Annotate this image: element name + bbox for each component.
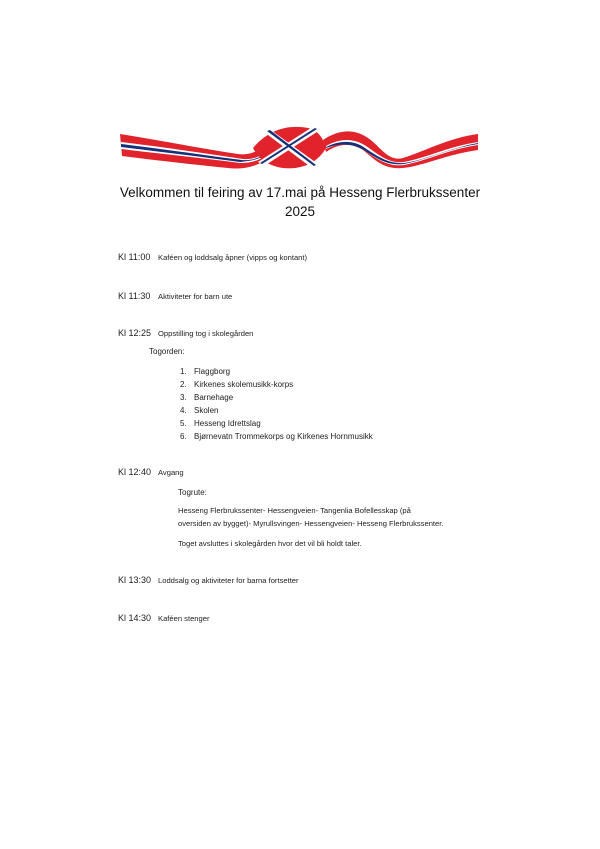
list-item: 4. Skolen: [180, 406, 219, 415]
title-line-2: 2025: [284, 204, 316, 219]
schedule-text: Kaféen og loddsalg åpner (vipps og kontant): [158, 253, 308, 262]
togrute-note: Toget avsluttes i skolegården hvor det vil bli holdt taler.: [178, 539, 362, 548]
schedule-item: [118, 291, 232, 301]
schedule-text: Oppstilling tog i skolegården: [158, 329, 254, 338]
norwegian-flag-ribbon-icon: [118, 118, 480, 174]
schedule-time: Kl 12:25: [118, 328, 152, 338]
togorden-list: [180, 365, 373, 443]
list-item: 6. Bjørnevatn Trommekorps og Kirkenes Hornmusikk: [180, 432, 373, 441]
schedule-text: Avgang: [158, 468, 184, 477]
schedule-text: Kaféen stenger: [158, 614, 210, 623]
schedule-text: Loddsalg og aktiviteter for barna fortsetter: [158, 576, 299, 585]
schedule-time: Kl 12:40: [118, 467, 152, 477]
list-item: 2. Kirkenes skolemusikk-korps: [180, 380, 294, 389]
schedule-time: Kl 11:30: [118, 291, 151, 301]
schedule-time: Kl 14:30: [118, 613, 152, 623]
route-line-1: Hesseng Flerbrukssenter- Hessengveien- Tangenlia Bofellesskap (på: [178, 506, 411, 515]
togorden-heading: Togorden:: [149, 347, 185, 356]
schedule-item: [118, 575, 299, 585]
list-item: 3. Barnehage: [180, 393, 234, 402]
page-title: [100, 183, 500, 221]
togrute-route: [178, 505, 443, 530]
schedule-item: [118, 328, 253, 338]
route-line-2: oversiden av bygget)- Myrullsvingen- Hessengveien- Hesseng Flerbrukssenter.: [178, 518, 444, 528]
title-line-1: Velkommen til feiring av 17.mai på Hesseng Flerbrukssenter: [119, 185, 481, 200]
schedule-time: Kl 13:30: [118, 575, 152, 585]
schedule-text: Aktiviteter for barn ute: [158, 292, 233, 301]
list-item: 5. Hesseng Idrettslag: [180, 419, 261, 428]
schedule-item: [118, 613, 210, 623]
list-item: 1. Flaggborg: [180, 367, 231, 376]
schedule-item: [118, 467, 184, 477]
schedule-item: [118, 252, 307, 262]
togrute-heading: Togrute:: [178, 488, 207, 497]
schedule-time: Kl 11:00: [118, 252, 151, 262]
